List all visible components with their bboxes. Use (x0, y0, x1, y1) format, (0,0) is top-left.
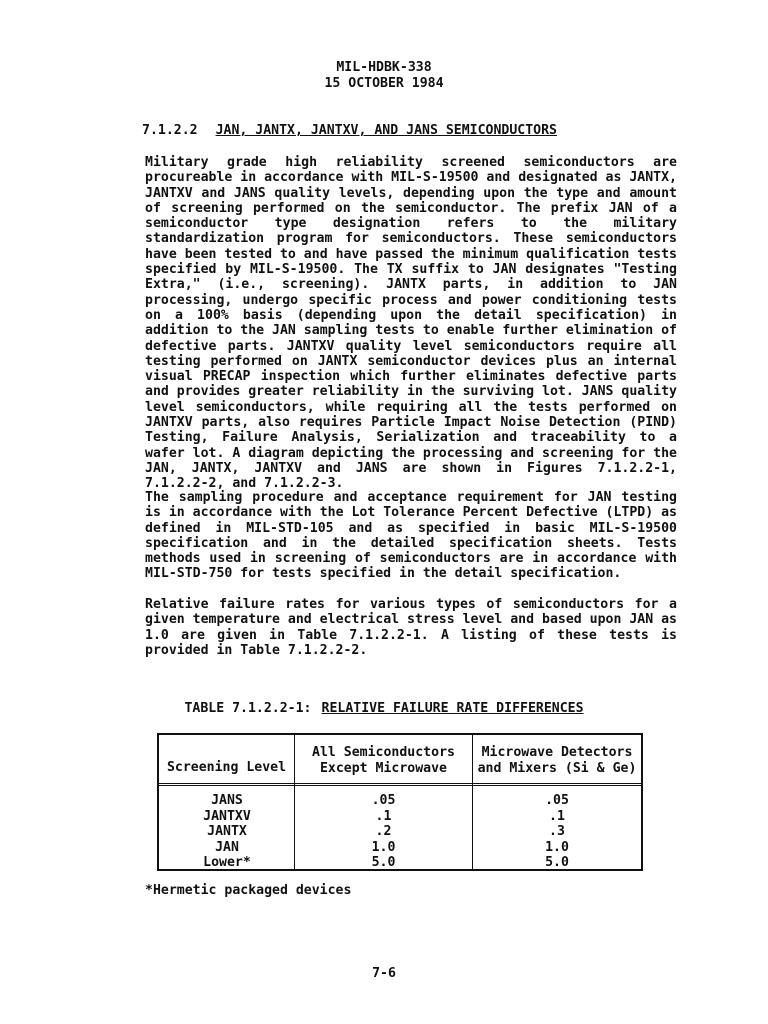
section-number: 7.1.2.2 (142, 123, 198, 138)
column-screening-level (177, 793, 277, 871)
page-number: 7-6 (372, 966, 396, 981)
document-date: 15 OCTOBER 1984 (324, 76, 444, 91)
table-cell: .05 (371, 793, 396, 808)
table-title (0, 701, 768, 716)
table-cell: .05 (545, 793, 569, 808)
table-cell: JAN (215, 839, 239, 855)
table-cell: 5.0 (545, 855, 569, 870)
table-cell: .2 (375, 824, 392, 839)
section-title: JAN, JANTX, JANTXV, AND JANS SEMICONDUCTORS (215, 123, 557, 138)
table-footnote: *Hermetic packaged devices (145, 883, 352, 898)
failure-rate-table (157, 733, 643, 871)
table-cell: 1.0 (371, 839, 396, 855)
table-number: TABLE 7.1.2.2-1: (184, 701, 312, 716)
paragraph-2: The sampling procedure and acceptance requirement for JAN testing is in accordance with the Lot Tolerance Percent Defective (LTPD) as defined in MIL-STD-105 and as specified in basic MIL-S-19500 specification and in the detailed specification sheets. Tests methods used in screening of semiconductors are in accordance with MIL-STD-750 for tests specified in the detail specification. (145, 490, 685, 582)
table-cell: JANTX (207, 824, 247, 839)
table-cell: JANS (211, 793, 243, 808)
table-cell: .1 (375, 808, 392, 824)
header-microwave-detectors: Microwave Detectors and Mixers (Si & Ge) (477, 745, 637, 776)
paragraph-1: Military grade high reliability screened semiconductors are procureable in accordance with MIL-S-19500 and designated as JANTX, JANTXV and JANS quality levels, depending upon the type and amount of screening performed on the semiconductor. The prefix JAN of a semiconductor type designation refers to the military standardization program for semiconductors. These semiconductors have been tested to and have passed the minimum qualification tests specified by MIL-S-19500. The TX suffix to JAN designates "Testing Extra," (i.e., screening). JANTX parts, in addition to JAN processing, undergo specific process and power conditioning tests on a 100% basis (depending upon the detail specification) in addition to the JAN sampling tests to enable further elimination of defective parts. JANTXV quality level semiconductors require all testing performed on JANTX semiconductor devices plus an internal visual PRECAP inspection which further eliminates defective parts and provides greater reliability in the surviving lot. JANS quality level semiconductors, while requiring all the tests performed on JANTXV parts, also requires Particle Impact Noise Detection (PIND) Testing, Failure Analysis, Serialization and traceability to a wafer lot. A diagram depicting the processing and screening for the JAN, JANTX, JANTXV and JANS are shown in Figures 7.1.2.2-1, 7.1.2.2-2, and 7.1.2.2-3. (145, 155, 685, 492)
table-cell: .1 (549, 808, 565, 824)
column-microwave-detectors (473, 793, 641, 871)
table-cell: 1.0 (545, 839, 569, 855)
header-all-semiconductors: All Semiconductors Except Microwave (312, 745, 455, 776)
paragraph-3: Relative failure rates for various types of semiconductors for a given temperature and electrical stress level and based upon JAN as 1.0 are given in Table 7.1.2.2-1. A listing of these tests is provided in Table 7.1.2.2-2. (145, 597, 685, 658)
table-cell: Lower* (203, 855, 251, 870)
table-cell: .3 (549, 824, 565, 839)
table-cell: 5.0 (371, 855, 396, 870)
section-heading (130, 123, 557, 138)
header-screening-level: Screening Level (166, 760, 287, 775)
document-id: MIL-HDBK-338 (336, 60, 432, 75)
column-all-semiconductors (295, 793, 472, 871)
table-cell: JANTXV (203, 808, 251, 824)
table-caption: RELATIVE FAILURE RATE DIFFERENCES (321, 701, 584, 716)
